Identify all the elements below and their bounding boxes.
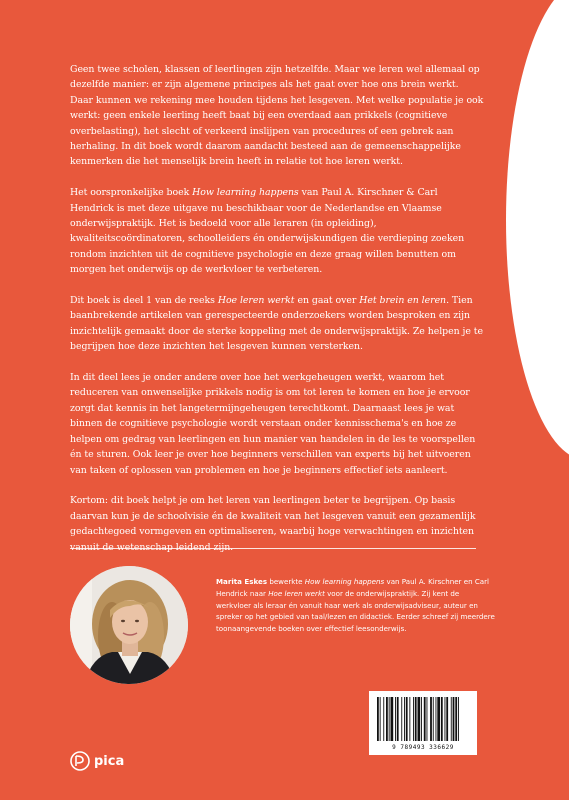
paragraph-1: Geen twee scholen, klassen of leerlingen zijn hetzelfde. Maar we leren wel allemaal op dezelfde manier: er zijn algemene principes als het gaat over hoe ons brein werkt. Daar kunnen we rekening mee houden tijdens het lesgeven. Met welke populatie je ook werkt: geen enkele leerling heeft baat bij een overdaad aan prikkels (cognitieve overbelasting), het slecht of verkeerd inslijpen van procedures of een gebrek aan herhaling. In dit boek wordt daarom aandacht besteed aan de gemeenschappelijke kenmerken die het menselijk brein heeft in relatie tot hoe leren werkt. <box>70 64 484 168</box>
subject-title: Het brein en leren <box>359 295 447 307</box>
publisher-name: pica <box>94 753 125 769</box>
publisher-logo <box>70 750 124 772</box>
divider-line <box>70 548 476 549</box>
author-bio: Marita Eskes bewerkte How learning happens van Paul A. Kirschner en Carl Hendrick naar Hoe leren werkt voor de onderwijspraktijk. Zij kent de werkvloer als leraar én vanuit haar werk als onderwijsadviseur, auteur en spreker op het gebied van taal/lezen en didactiek. Eerder schreef zij meerdere toonaangevende boeken over effectief leesonderwijs. <box>216 577 495 634</box>
paragraph-2: Het oorspronkelijke boek How learning happens van Paul A. Kirschner & Carl Hendrick is met deze uitgave nu beschikbaar voor de Nederlandse en Vlaamse onderwijspraktijk. Het is bedoeld voor alle leraren (in opleiding), kwaliteitscoördinatoren, schoolleiders én onderwijskundigen die verdieping zoeken rondom inzichten uit de cognitieve psychologie en deze graag willen benutten om morgen het onderwijs op de werkvloer te verbeteren. <box>70 187 465 276</box>
series-title: Hoe leren werkt <box>217 295 295 307</box>
author-photo <box>70 566 188 684</box>
pica-logo-icon <box>70 751 90 771</box>
book-title-original: How learning happens <box>192 187 299 199</box>
author-portrait-image <box>70 566 188 684</box>
paragraph-3: Dit boek is deel 1 van de reeks Hoe leren werkt en gaat over Het brein en leren. Tien baanbrekende artikelen van gerespecteerde onderzoekers worden besproken en zijn inzichtelijk gemaakt door de sterke koppeling met de onderwijspraktijk. Ze helpen je te begrijpen hoe deze inzichten het lesgeven kunnen versterken. <box>70 295 484 353</box>
blurb-text <box>70 62 484 570</box>
decorative-curve <box>506 0 569 460</box>
barcode-bars <box>369 691 477 743</box>
paragraph-4: In dit deel lees je onder andere over hoe het werkgeheugen werkt, waarom het reduceren van onwenselijke prikkels nodig is om tot leren te komen en hoe je ervoor zorgt dat kennis in het langetermijngeheugen terechtkomt. Daarnaast lees je wat binnen de cognitieve psychologie wordt verstaan onder kennisschema's en hoe ze helpen om gedrag van leerlingen en hun manier van handelen in de les te voorspellen én te sturen. Ook leer je over hoe beginners verschillen van experts bij het uitvoeren van taken of oplossen van problemen en hoe je beginners effectief iets aanleert. <box>70 372 476 476</box>
isbn-barcode <box>369 691 477 755</box>
isbn-digits: 9 789493 336629 <box>392 744 454 751</box>
author-name: Marita Eskes <box>216 577 268 586</box>
paragraph-5: Kortom: dit boek helpt je om het leren van leerlingen beter te begrijpen. Op basis daarvan kun je de schoolvisie én de kwaliteit van het lesgeven vanuit een gezamenlijk gedachtegoed vormgeven en optimaliseren, waarbij hoge verwachtingen en inzichten vanuit de wetenschap leidend zijn. <box>70 495 476 553</box>
